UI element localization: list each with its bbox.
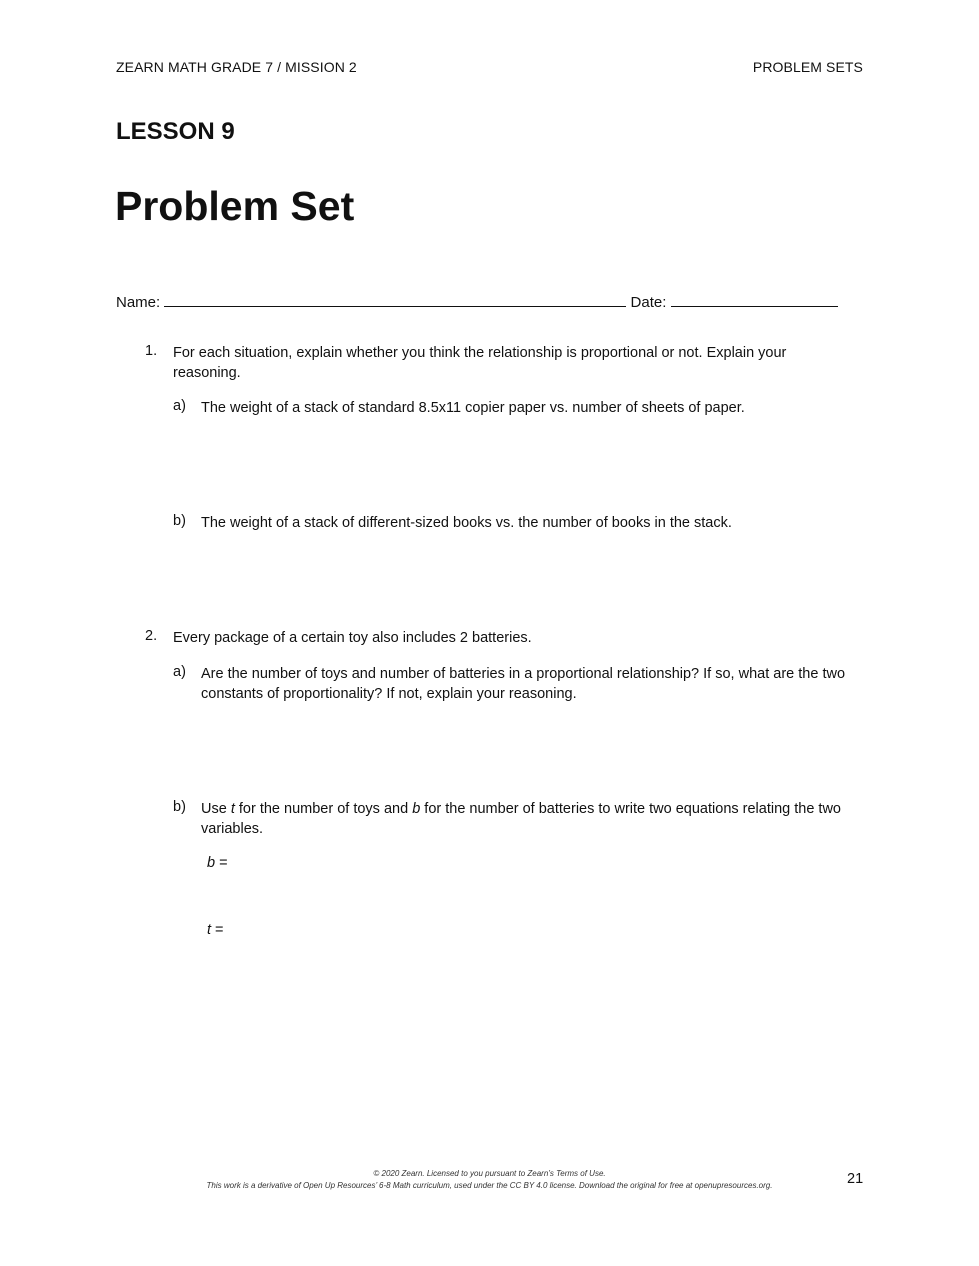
- question-2a-label: a): [173, 664, 186, 680]
- question-2b-label: b): [173, 799, 186, 815]
- equation-b[interactable]: [207, 855, 228, 871]
- name-date-line: [116, 292, 838, 311]
- question-2b-text: [201, 799, 846, 839]
- page-number: 21: [847, 1171, 864, 1187]
- date-label: Date:: [630, 294, 667, 311]
- question-1a-label: a): [173, 398, 186, 414]
- variable-t: t: [230, 801, 235, 817]
- question-1-number: 1.: [145, 343, 158, 359]
- footer-license: This work is a derivative of Open Up Resources’ 6-8 Math curriculum, used under the CC BY 4.0 license. Download the original for free at openupresources.org.: [206, 1181, 773, 1190]
- question-2b-text-pre: Use: [201, 801, 231, 817]
- question-2-text: Every package of a certain toy also includes 2 batteries.: [173, 630, 532, 646]
- question-2-number: 2.: [145, 628, 158, 644]
- header-section-label: PROBLEM SETS: [752, 59, 863, 75]
- question-2a-text: Are the number of toys and number of batteries in a proportional relationship? If so, what are the two constants of proportionality? If not, explain your reasoning.: [201, 666, 846, 702]
- question-2b-text-mid: for the number of toys and: [234, 801, 413, 817]
- page-title: Problem Set: [115, 183, 355, 229]
- variable-b: b: [412, 801, 421, 817]
- equation-b-var: b: [207, 855, 216, 871]
- date-field[interactable]: [671, 292, 838, 307]
- name-label: Name:: [116, 294, 161, 311]
- question-1b-text: The weight of a stack of different-sized books vs. the number of books in the stack.: [201, 515, 732, 531]
- equation-t-var: t: [207, 922, 212, 938]
- question-1-text: For each situation, explain whether you think the relationship is proportional or not. Explain your reasoning.: [173, 345, 787, 381]
- footer-copyright: © 2020 Zearn. Licensed to you pursuant to Zearn’s Terms of Use.: [373, 1169, 606, 1178]
- header-course-label: ZEARN MATH GRADE 7 / MISSION 2: [116, 59, 357, 75]
- name-field[interactable]: [164, 292, 626, 307]
- equation-t-sign: =: [211, 922, 224, 938]
- equation-b-sign: =: [215, 855, 228, 871]
- question-2b-text-post: for the number of batteries to write two equations relating the two variables.: [201, 801, 841, 837]
- question-1a-text: The weight of a stack of standard 8.5x11 copier paper vs. number of sheets of paper.: [201, 400, 745, 416]
- equation-t[interactable]: [207, 922, 224, 938]
- question-1b-label: b): [173, 513, 186, 529]
- lesson-label: LESSON 9: [116, 118, 235, 145]
